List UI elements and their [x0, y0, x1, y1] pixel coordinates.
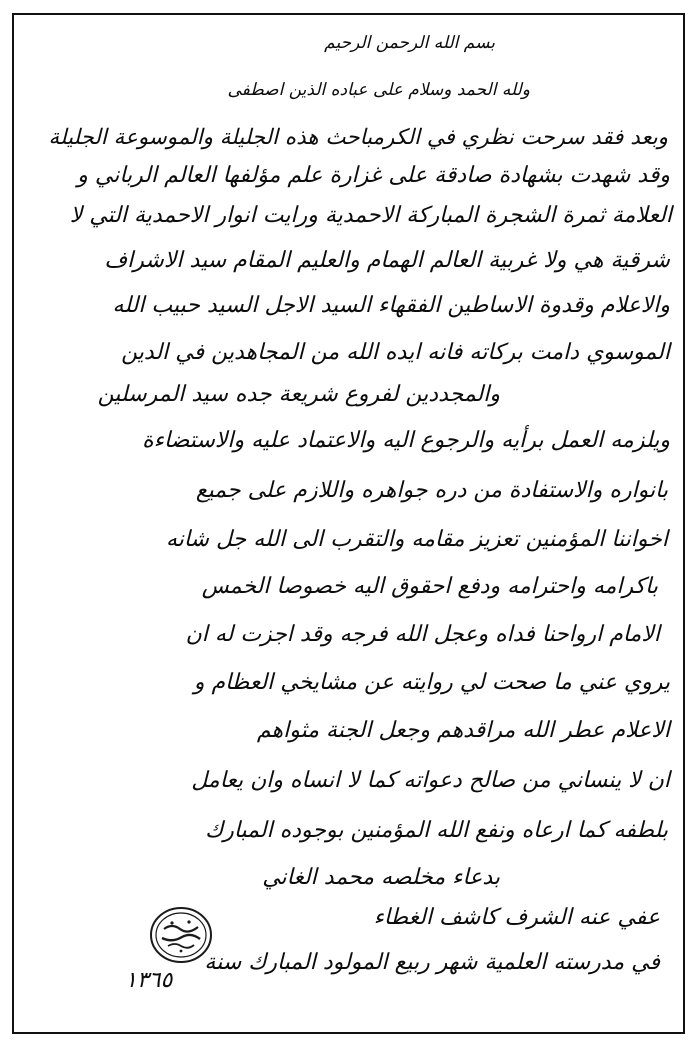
- body-line-4: شرقية هي ولا غربية العالم الهمام والعليم المقام سيد الاشراف: [104, 248, 670, 273]
- body-line-1: وبعد فقد سرحت نظري في الكرمباحث هذه الجليلة والموسوعة الجليلة: [48, 125, 668, 150]
- basmala: بسم الله الرحمن الرحيم: [324, 33, 495, 53]
- body-line-6: الموسوي دامت بركاته فانه ايده الله من المجاهدين في الدين: [121, 340, 670, 365]
- praise-line: ولله الحمد وسلام على عباده الذين اصطفى: [227, 80, 530, 100]
- body-line-13: يروي عني ما صحت لي روايته عن مشايخي العظام و: [193, 670, 670, 695]
- round-seal-stamp-icon: [148, 905, 214, 965]
- body-line-7: والمجددين لفروع شريعة جده سيد المرسلين: [97, 382, 500, 407]
- body-line-10: اخواننا المؤمنين تعزيز مقامه والتقرب الى الله جل شانه: [165, 527, 668, 552]
- body-line-2: وقد شهدت بشهادة صادقة على غزارة علم مؤلفها العالم الرباني و: [77, 163, 670, 188]
- body-line-8: ويلزمه العمل برأيه والرجوع اليه والاعتماد عليه والاستضاءة: [142, 428, 670, 453]
- body-line-11: باكرامه واحترامه ودفع احقوق اليه خصوصا الخمس: [201, 574, 658, 599]
- body-line-16: بلطفه كما ارعاه ونفع الله المؤمنين بوجوده المبارك: [205, 818, 668, 843]
- signature: عفي عنه الشرف كاشف الغطاء: [373, 905, 660, 930]
- body-line-3: العلامة ثمرة الشجرة المباركة الاحمدية ورايت انوار الاحمدية التي لا: [69, 203, 672, 228]
- body-line-9: بانواره والاستفادة من دره جواهره واللازم على جميع: [195, 478, 668, 503]
- place-date-line: في مدرسته العلمية شهر ربيع المولود المبارك سنة: [204, 950, 660, 975]
- body-line-12: الامام ارواحنا فداه وعجل الله فرجه وقد اجزت له ان: [185, 622, 660, 647]
- closing-dua: بدعاء مخلصه محمد الغاني: [262, 865, 500, 890]
- body-line-15: ان لا ينساني من صالح دعواته كما لا انساه وان يعامل: [191, 768, 670, 793]
- body-line-14: الاعلام عطر الله مراقدهم وجعل الجنة مثواهم: [256, 718, 670, 743]
- year: ١٣٦٥: [125, 968, 173, 993]
- body-line-5: والاعلام وقدوة الاساطين الفقهاء السيد الاجل السيد حبيب الله: [112, 293, 670, 318]
